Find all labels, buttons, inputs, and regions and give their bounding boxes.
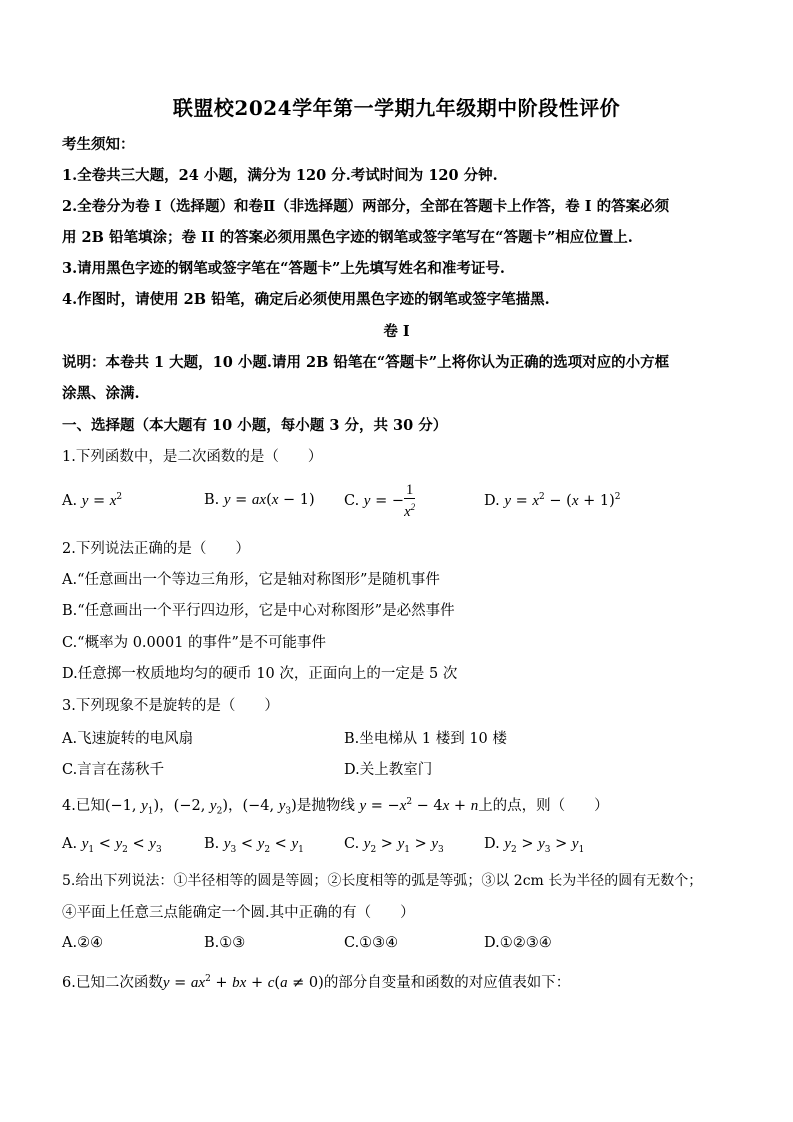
q4-option-b: B. $y_3 < y_2 < y_1$: [204, 836, 304, 855]
instruction-line-1: 说明：本卷共 1 大题，10 小题.请用 2B 铅笔在“答题卡”上将你认为正确的选项对应的小方框: [62, 354, 670, 371]
notice-item-3: 3.请用黑色字迹的钢笔或签字笔在“答题卡”上先填写姓名和准考证号.: [62, 260, 505, 277]
q1-stem: 1.下列函数中，是二次函数的是（ ）: [62, 449, 323, 465]
section-heading: 一、选择题（本大题有 10 小题，每小题 3 分，共 30 分）: [62, 417, 448, 434]
q6-stem: 6.已知二次函数$y = ax^2$ + bx + c(a ≠ 0)的部分自变量和函数的对应值表如下：: [62, 974, 571, 991]
notice-item-2-cont: 用 2B 铅笔填涂；卷 II 的答案必须用黑色字迹的钢笔或签字笔写在“答题卡”相应位置上.: [62, 229, 633, 246]
q4-option-c: C. $y_2 > y_1 > y_3$: [344, 836, 444, 855]
q5-stem-line-2: ④平面上任意三点能确定一个圆.其中正确的有（ ）: [62, 905, 415, 921]
q5-option-d: D.①②③④: [484, 935, 552, 951]
q1-option-a: A. $y = x^2$: [62, 492, 123, 509]
q2-stem: 2.下列说法正确的是（ ）: [62, 541, 250, 557]
q2-option-d: D.任意掷一枚质地均匀的硬币 10 次，正面向上的一定是 5 次: [62, 666, 458, 682]
q1-option-b: B. y = ax(x − 1): [204, 492, 315, 508]
q5-option-a: A.②④: [62, 935, 104, 951]
q5-option-b: B.①③: [204, 935, 246, 951]
page-title: 联盟校2024学年第一学期九年级期中阶段性评价: [172, 96, 621, 120]
q1-option-d: D. $y = x^2 - (x + 1)^2$: [484, 492, 621, 509]
q5-stem-line-1: 5.给出下列说法：①半径相等的圆是等圆；②长度相等的弧是等弧；③以 2cm 长为半径的圆有无数个；: [62, 873, 703, 889]
q1-option-c: C. y = − $\frac{1}{x^2}$: [344, 482, 416, 520]
q2-option-c: C.“概率为 0.0001 的事件”是不可能事件: [62, 635, 326, 651]
notice-heading: 考生须知：: [62, 136, 135, 153]
q3-stem: 3.下列现象不是旋转的是（ ）: [62, 698, 279, 714]
q2-option-a: A.“任意画出一个等边三角形，它是轴对称图形”是随机事件: [62, 572, 440, 588]
instruction-line-2: 涂黑、涂满.: [62, 385, 140, 402]
volume-label: 卷 I: [383, 323, 410, 340]
q3-option-b: B.坐电梯从 1 楼到 10 楼: [344, 731, 507, 747]
q4-option-a: A. $y_1 < y_2 < y_3$: [62, 836, 162, 855]
notice-item-1: 1.全卷共三大题，24 小题，满分为 120 分.考试时间为 120 分钟.: [62, 167, 498, 184]
q5-option-c: C.①③④: [344, 935, 399, 951]
q3-option-d: D.关上教室门: [344, 762, 433, 778]
q4-option-d: D. $y_2 > y_3 > y_1$: [484, 836, 585, 855]
q2-option-b: B.“任意画出一个平行四边形，它是中心对称图形”是必然事件: [62, 603, 455, 619]
notice-item-2: 2.全卷分为卷 I（选择题）和卷Ⅱ（非选择题）两部分，全部在答题卡上作答，卷 I 的答案必须: [62, 198, 670, 215]
q3-option-c: C.言言在荡秋千: [62, 762, 165, 778]
notice-item-4: 4.作图时，请使用 2B 铅笔，确定后必须使用黑色字迹的钢笔或签字笔描黑.: [62, 291, 550, 308]
q3-option-a: A.飞速旋转的电风扇: [62, 731, 194, 747]
q4-stem: 4.已知(−1, $y_1$)，(−2, $y_2$)，(−4, $y_3$)是抛物线 $y = -x^2 - 4x + n$上的点，则（ ）: [62, 797, 609, 817]
